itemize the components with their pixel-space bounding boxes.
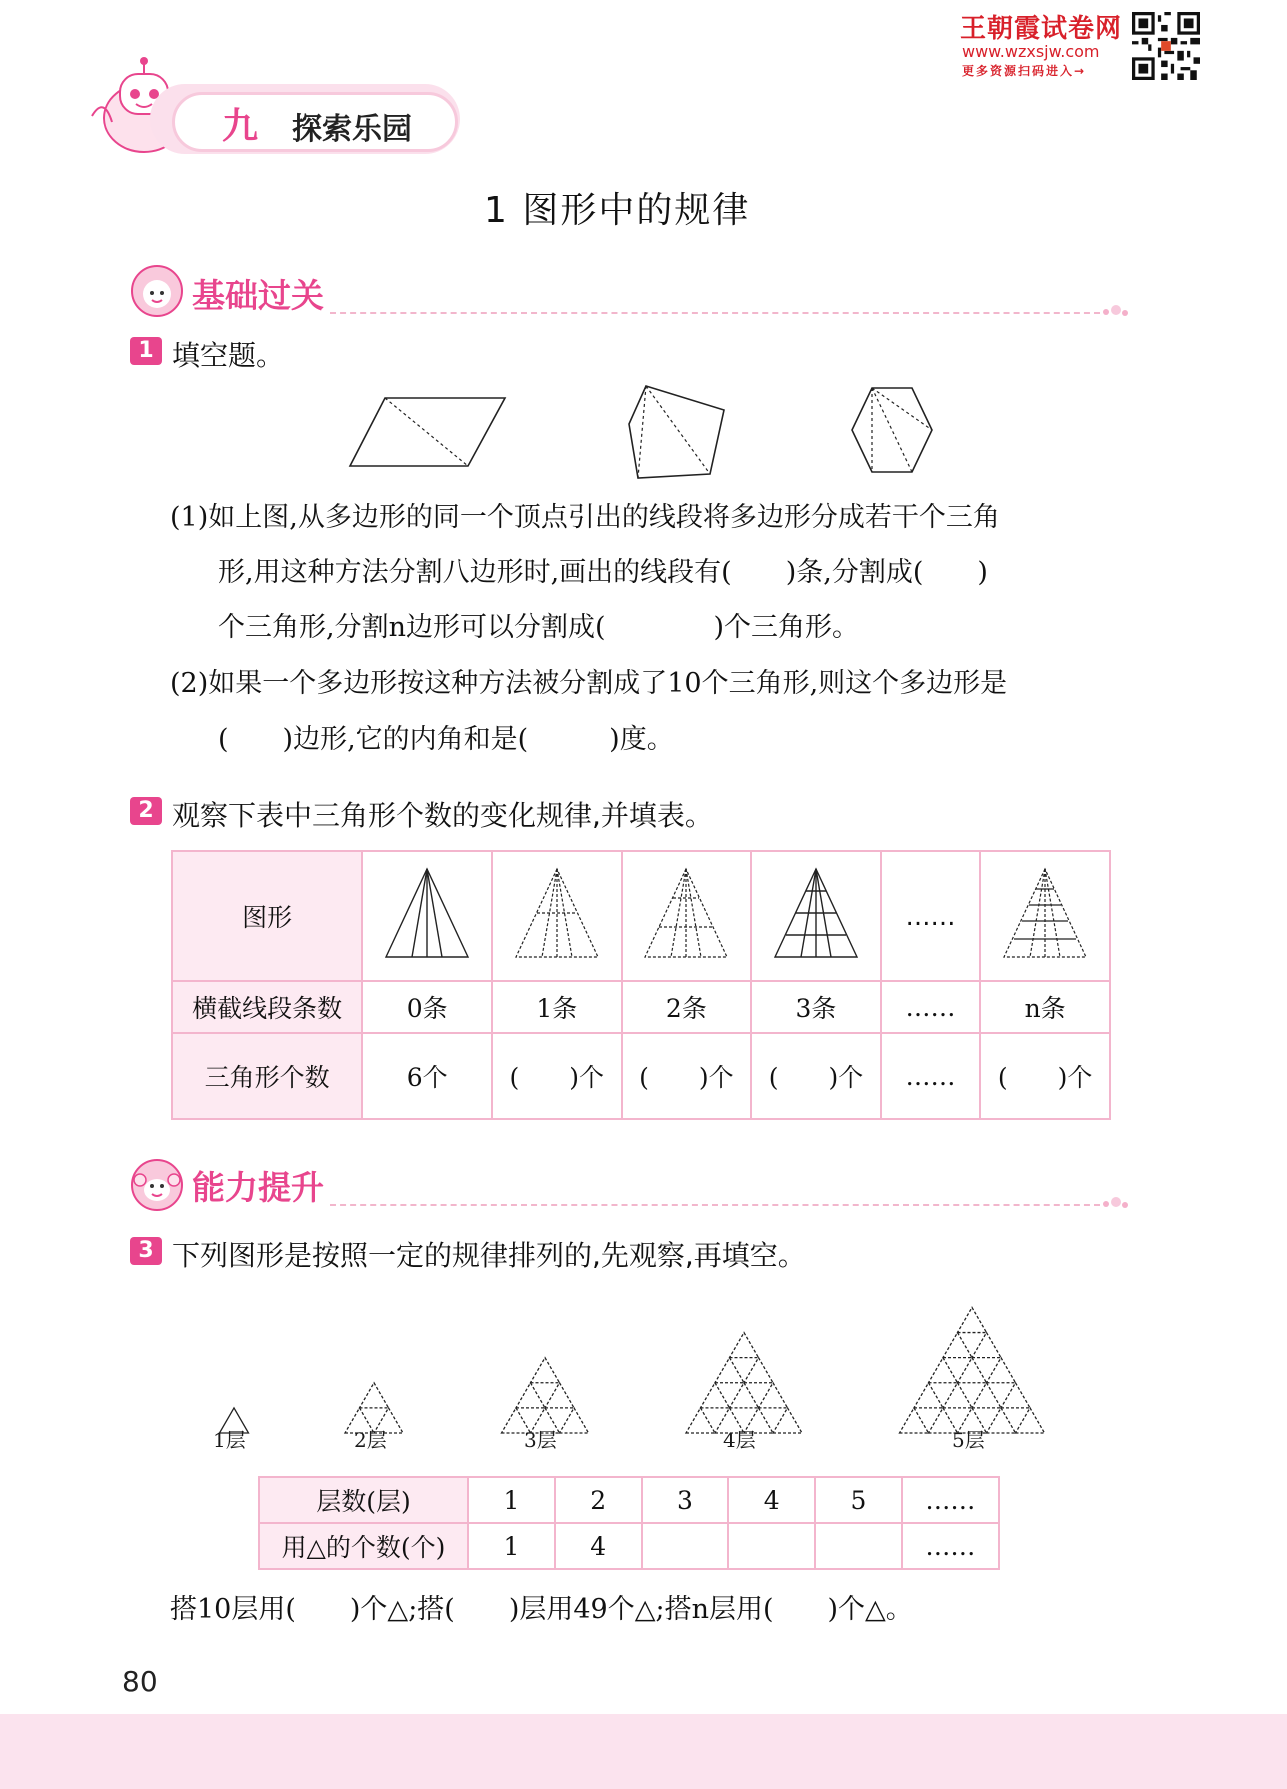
counts-answer-cell[interactable] <box>815 1523 902 1569</box>
chapter-title: 探索乐园 <box>292 112 412 147</box>
segments-cell: 3条 <box>751 981 881 1033</box>
segments-cell: 1条 <box>492 981 622 1033</box>
triangles-answer-cell[interactable]: ( )个 <box>622 1033 752 1119</box>
small-triangle <box>360 1383 389 1408</box>
row-header-triangles: 三角形个数 <box>172 1033 362 1119</box>
triangles-cell: 6个 <box>362 1033 492 1119</box>
layers-cell: 5 <box>815 1477 902 1523</box>
small-triangle <box>560 1408 589 1433</box>
section-divider <box>330 1204 1100 1206</box>
small-triangle <box>1016 1408 1045 1433</box>
counts-cell: 4 <box>555 1523 642 1569</box>
small-triangle <box>759 1383 788 1408</box>
row-header-layers: 层数(层) <box>259 1477 468 1523</box>
triangles-answer-cell[interactable]: ( )个 <box>492 1033 622 1119</box>
qr-code-icon[interactable] <box>1132 12 1200 80</box>
figure-cell <box>980 851 1110 981</box>
q3-fill-line: 搭10层用( )个△;搭( )层用49个△;搭n层用( )个△。 <box>170 1594 913 1625</box>
layers-cell: 4 <box>728 1477 815 1523</box>
layers-cell: 2 <box>555 1477 642 1523</box>
segments-cell: n条 <box>980 981 1110 1033</box>
small-triangle <box>701 1383 730 1408</box>
small-triangle <box>943 1333 972 1358</box>
girl-avatar-icon <box>130 264 184 318</box>
counts-cell: 1 <box>468 1523 555 1569</box>
segments-cell: …… <box>881 981 981 1033</box>
layer-figure-3 <box>502 1358 589 1433</box>
triangles-cell: …… <box>881 1033 981 1119</box>
counts-answer-cell[interactable] <box>642 1523 729 1569</box>
triangle-figure-0 <box>382 865 472 961</box>
monkey-avatar-icon <box>130 1158 184 1212</box>
polygon-figures <box>340 380 960 480</box>
question-1-prompt: 填空题。 <box>172 339 285 372</box>
small-triangle <box>531 1358 560 1383</box>
table-row <box>259 1477 999 1523</box>
section-title-basic: 基础过关 <box>192 276 324 315</box>
small-triangle <box>773 1408 802 1433</box>
dots-decoration-icon <box>1100 1192 1130 1214</box>
small-triangle <box>900 1408 929 1433</box>
triangle-figure-n <box>1000 865 1090 961</box>
q1-part1-line2: 形,用这种方法分割八边形时,画出的线段有( )条,分割成( ) <box>218 557 988 588</box>
counts-answer-cell[interactable] <box>728 1523 815 1569</box>
hexagon-figure <box>852 388 932 472</box>
small-triangle <box>958 1307 987 1332</box>
layer-figure-4 <box>686 1333 802 1433</box>
question-badge-1: 1 <box>130 337 162 365</box>
counts-cell: …… <box>902 1523 999 1569</box>
segments-cell: 0条 <box>362 981 492 1033</box>
small-triangle <box>744 1358 773 1383</box>
row-header-figure: 图形 <box>172 851 362 981</box>
triangle-figure-1 <box>512 865 602 961</box>
small-triangle <box>987 1408 1016 1433</box>
figure-cell <box>362 851 492 981</box>
page-number: 80 <box>122 1665 158 1698</box>
brand-title: 王朝霞试卷网 <box>960 14 1123 44</box>
layered-triangle-figures <box>190 1285 1070 1450</box>
pentagon-figure <box>629 386 724 478</box>
q1-part1-line1: (1)如上图,从多边形的同一个顶点引出的线段将多边形分成若干个三角 <box>170 502 1000 533</box>
brand-url[interactable]: www.wzxsjw.com <box>962 42 1100 61</box>
question-badge-3: 3 <box>130 1237 162 1265</box>
figure-cell <box>751 851 881 981</box>
layers-cell: 1 <box>468 1477 555 1523</box>
q1-part1-line3: 个三角形,分割n边形可以分割成( )个三角形。 <box>218 612 860 643</box>
table-row <box>172 981 1110 1033</box>
small-triangle <box>972 1333 1001 1358</box>
small-triangle <box>730 1383 759 1408</box>
triangle-figure-2 <box>641 865 731 961</box>
triangle-count-table <box>171 850 1111 1120</box>
small-triangle <box>545 1383 574 1408</box>
small-triangle <box>914 1383 943 1408</box>
layer-label: 3层 <box>524 1428 557 1452</box>
triangles-answer-cell[interactable]: ( )个 <box>980 1033 1110 1119</box>
q1-part2-line2: ( )边形,它的内角和是( )度。 <box>218 724 674 755</box>
layer-label: 4层 <box>723 1428 756 1452</box>
small-triangle <box>730 1333 759 1358</box>
table-row <box>259 1523 999 1569</box>
section-divider <box>330 312 1100 314</box>
row-header-counts: 用△的个数(个) <box>259 1523 468 1569</box>
dots-decoration-icon <box>1100 300 1130 322</box>
triangle-figure-3 <box>771 865 861 961</box>
question-2-prompt: 观察下表中三角形个数的变化规律,并填表。 <box>172 799 713 832</box>
small-triangle <box>987 1358 1016 1383</box>
small-triangle <box>686 1408 715 1433</box>
small-triangle <box>929 1358 958 1383</box>
segments-cell: 2条 <box>622 981 752 1033</box>
row-header-segments: 横截线段条数 <box>172 981 362 1033</box>
triangles-answer-cell[interactable]: ( )个 <box>751 1033 881 1119</box>
figure-cell <box>492 851 622 981</box>
ellipsis-cell: …… <box>881 851 981 981</box>
question-3-prompt: 下列图形是按照一定的规律排列的,先观察,再填空。 <box>172 1239 806 1272</box>
layers-cell: 3 <box>642 1477 729 1523</box>
table-row <box>172 1033 1110 1119</box>
layers-cell: …… <box>902 1477 999 1523</box>
parallelogram-figure <box>350 398 505 466</box>
small-triangle <box>958 1358 987 1383</box>
layer-label: 5层 <box>952 1428 985 1452</box>
question-badge-2: 2 <box>130 797 162 825</box>
small-triangle <box>972 1383 1001 1408</box>
layer-label: 2层 <box>354 1428 387 1452</box>
lesson-title: 1 图形中的规律 <box>484 190 751 231</box>
chapter-number: 九 <box>222 106 259 147</box>
footer-band <box>0 1714 1287 1789</box>
brand-subtitle: 更多资源扫码进入→ <box>962 64 1087 78</box>
layer-count-table <box>258 1476 1000 1570</box>
small-triangle <box>1001 1383 1030 1408</box>
layer-figure-5 <box>900 1307 1045 1433</box>
figure-cell <box>622 851 752 981</box>
table-row <box>172 851 1110 981</box>
q1-part2-line1: (2)如果一个多边形按这种方法被分割成了10个三角形,则这个多边形是 <box>170 668 1008 699</box>
small-triangle <box>715 1358 744 1383</box>
layer-label: 1层 <box>213 1428 246 1452</box>
small-triangle <box>943 1383 972 1408</box>
small-triangle <box>516 1383 545 1408</box>
section-title-advanced: 能力提升 <box>192 1168 324 1207</box>
